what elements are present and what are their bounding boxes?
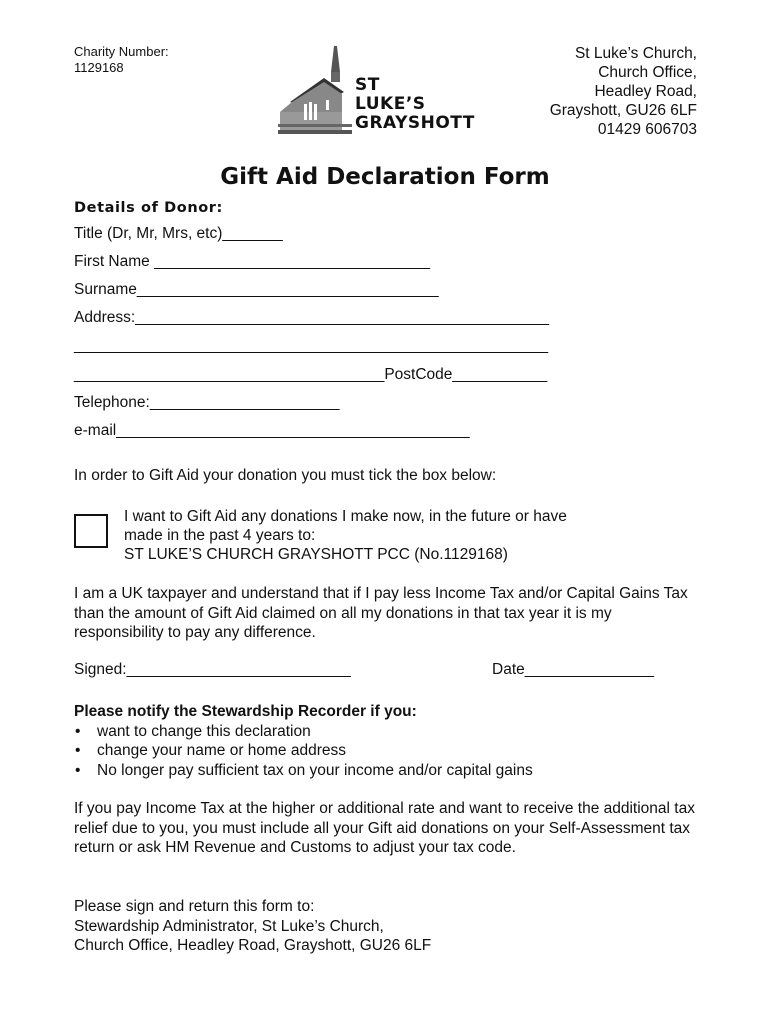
- title-field[interactable]: Title (Dr, Mr, Mrs, etc)_______: [74, 225, 283, 242]
- list-item: • change your name or home address: [74, 741, 704, 761]
- address-line: Church Office,: [598, 64, 697, 81]
- return-line: Please sign and return this form to:: [74, 898, 315, 915]
- address-line: Headley Road,: [594, 83, 697, 100]
- list-item: • want to change this declaration: [74, 722, 704, 742]
- charity-number-block: [74, 44, 169, 76]
- address-field[interactable]: Address:________________________________________________: [74, 309, 549, 326]
- email-field[interactable]: e-mail_________________________________________: [74, 422, 470, 439]
- gift-aid-declaration: [124, 507, 684, 564]
- list-item: • No longer pay sufficient tax on your income and/or capital gains: [74, 761, 704, 781]
- return-line: Church Office, Headley Road, Grayshott, GU26 6LF: [74, 937, 432, 954]
- form-title: Gift Aid Declaration Form: [220, 164, 550, 190]
- signature-field[interactable]: Signed:__________________________: [74, 661, 351, 678]
- gift-aid-checkbox[interactable]: [74, 514, 108, 548]
- details-heading: Details of Donor:: [74, 200, 223, 216]
- gift-aid-line: made in the past 4 years to:: [124, 527, 316, 544]
- logo-line-3: GRAYSHOTT: [355, 113, 475, 133]
- logo-wordmark: [355, 76, 475, 133]
- church-address: [550, 44, 697, 139]
- surname-field[interactable]: Surname___________________________________: [74, 281, 439, 298]
- phone-number: 01429 606703: [597, 121, 697, 138]
- first-name-field[interactable]: First Name ________________________________: [74, 253, 430, 270]
- notify-section: [74, 702, 704, 780]
- logo-line-2: LUKE’S: [355, 94, 426, 114]
- notify-list: [74, 722, 704, 781]
- address-line: St Luke’s Church,: [574, 45, 697, 62]
- charity-number-label: Charity Number:: [74, 44, 169, 59]
- address-field-line-2[interactable]: _______________________________________________________: [74, 337, 549, 354]
- telephone-field[interactable]: Telephone:______________________: [74, 394, 340, 411]
- gift-aid-line: I want to Gift Aid any donations I make now, in the future or have: [124, 508, 567, 525]
- address-line: Grayshott, GU26 6LF: [549, 102, 697, 119]
- return-instructions: [74, 897, 704, 956]
- taxpayer-statement: I am a UK taxpayer and understand that if I pay less Income Tax and/or Capital Gains Tax than the amount of Gift Aid claimed on all my donations in that tax year it is my responsibility to pay any difference.: [74, 585, 688, 641]
- higher-rate-note: If you pay Income Tax at the higher or additional rate and want to receive the additional tax relief due to you, you must include all your Gift aid donations on your Self-Assessment tax return or ask HM Revenue and Customs to adjust your tax code.: [74, 800, 695, 856]
- gift-aid-instruction: In order to Gift Aid your donation you must tick the box below:: [74, 467, 497, 484]
- return-line: Stewardship Administrator, St Luke’s Church,: [74, 917, 384, 935]
- logo-line-1: ST: [355, 75, 380, 95]
- date-field[interactable]: Date_______________: [492, 661, 655, 678]
- address-postcode-field[interactable]: ____________________________________PostCode___________: [74, 366, 548, 383]
- notify-heading: Please notify the Stewardship Recorder if you:: [74, 703, 417, 720]
- charity-number: 1129168: [74, 60, 124, 75]
- gift-aid-charity: ST LUKE’S CHURCH GRAYSHOTT PCC (No.1129168): [124, 546, 508, 563]
